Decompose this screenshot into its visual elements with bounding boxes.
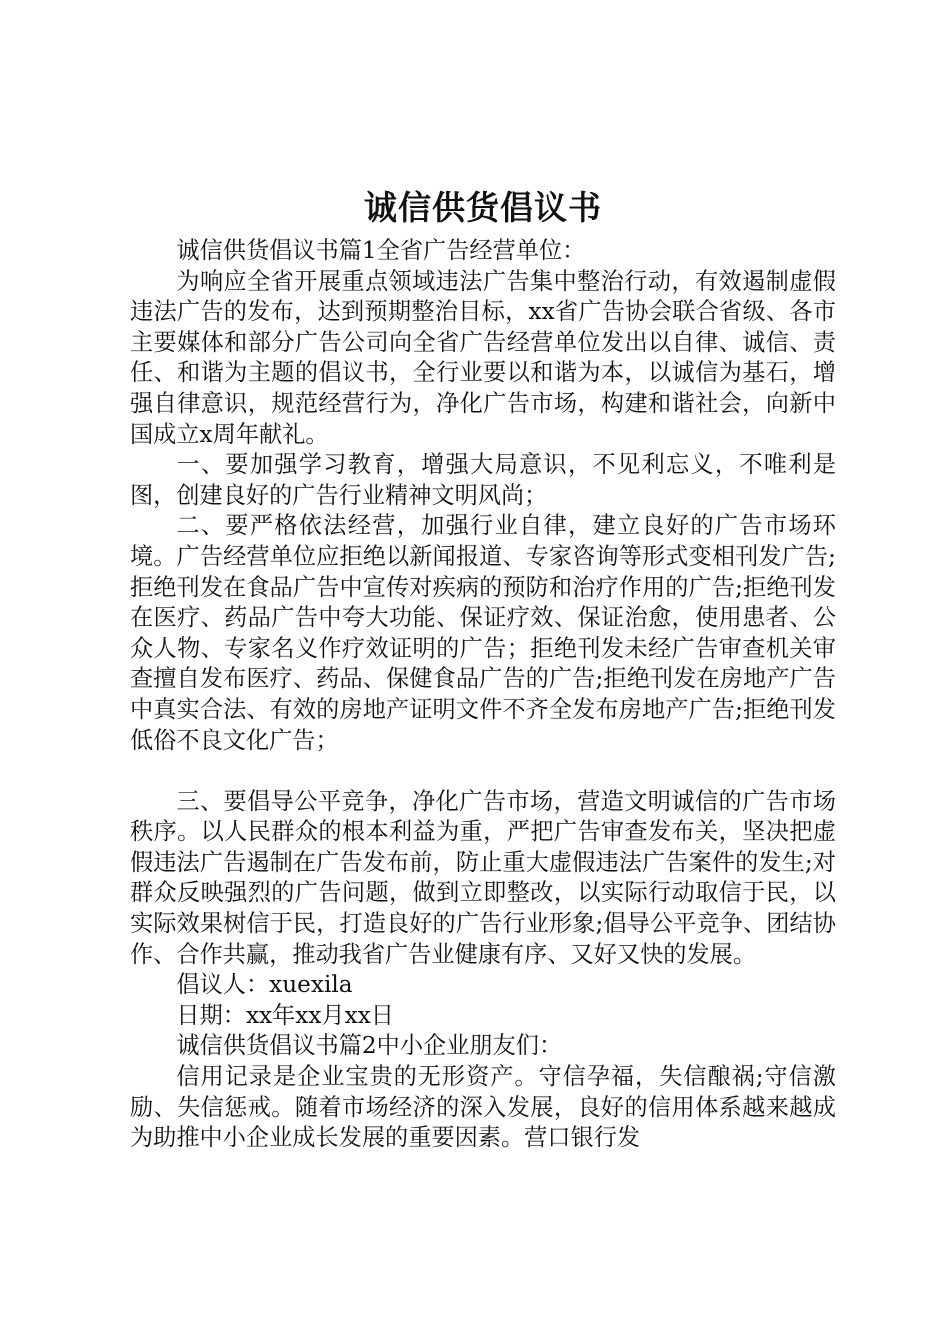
date-line: 日期：xx年xx月xx日	[176, 1001, 394, 1029]
paragraph-credit: 信用记录是企业宝贵的无形资产。守信孕福，失信酿祸;守信激励、失信惩戒。随着市场经济的深入发展，良好的信用体系越来越成为助推中小企业成长发展的重要因素。营口银行发	[130, 1063, 836, 1152]
paragraph-intro: 诚信供货倡议书篇1全省广告经营单位：	[176, 237, 586, 264]
document-title: 诚信供货倡议书	[364, 188, 602, 227]
signatory-line: 倡议人：xuexila	[176, 971, 353, 999]
document-page	[130, 184, 836, 1154]
paragraph-purpose: 为响应全省开展重点领域违法广告集中整治行动，有效遏制虚假违法广告的发布，达到预期整治目标，xx省广告协会联合省级、各市主要媒体和部分广告公司向全省广告经营单位发出以自律、诚信、责任、和谐为主题的倡议书，全行业要以和谐为本，以诚信为基石，增强自律意识，规范经营行为，净化广告市场，构建和谐社会，向新中国成立x周年献礼。	[130, 267, 836, 448]
paragraph-point-one: 一、要加强学习教育，增强大局意识，不见利忘义，不唯利是图，创建良好的广告行业精神文明风尚；	[130, 451, 836, 509]
paragraph-point-two: 二、要严格依法经营，加强行业自律，建立良好的广告市场环境。广告经营单位应拒绝以新闻报道、专家咨询等形式变相刊发广告;拒绝刊发在食品广告中宣传对疾病的预防和治疗作用的广告;拒绝刊发在医疗、药品广告中夸大功能、保证疗效、保证治愈，使用患者、公众人物、专家名义作疗效证明的广告；拒绝刊发未经广告审查机关审查擅自发布医疗、药品、保健食品广告的广告;拒绝刊发在房地产广告中真实合法、有效的房地产证明文件不齐全发布房地产广告;拒绝刊发低俗不良文化广告；	[130, 512, 836, 754]
paragraph-second-intro: 诚信供货倡议书篇2中小企业朋友们：	[176, 1032, 563, 1060]
blank-line	[130, 756, 836, 787]
paragraph-point-three: 三、要倡导公平竞争，净化广告市场，营造文明诚信的广告市场秩序。以人民群众的根本利益为重，严把广告审查发布关，坚决把虚假违法广告遏制在广告发布前，防止重大虚假违法广告案件的发生;对群众反映强烈的广告问题，做到立即整改，以实际行动取信于民，以实际效果树信于民，打造良好的广告行业形象;倡导公平竞争、团结协作、合作共赢，推动我省广告业健康有序、又好又快的发展。	[130, 787, 836, 968]
